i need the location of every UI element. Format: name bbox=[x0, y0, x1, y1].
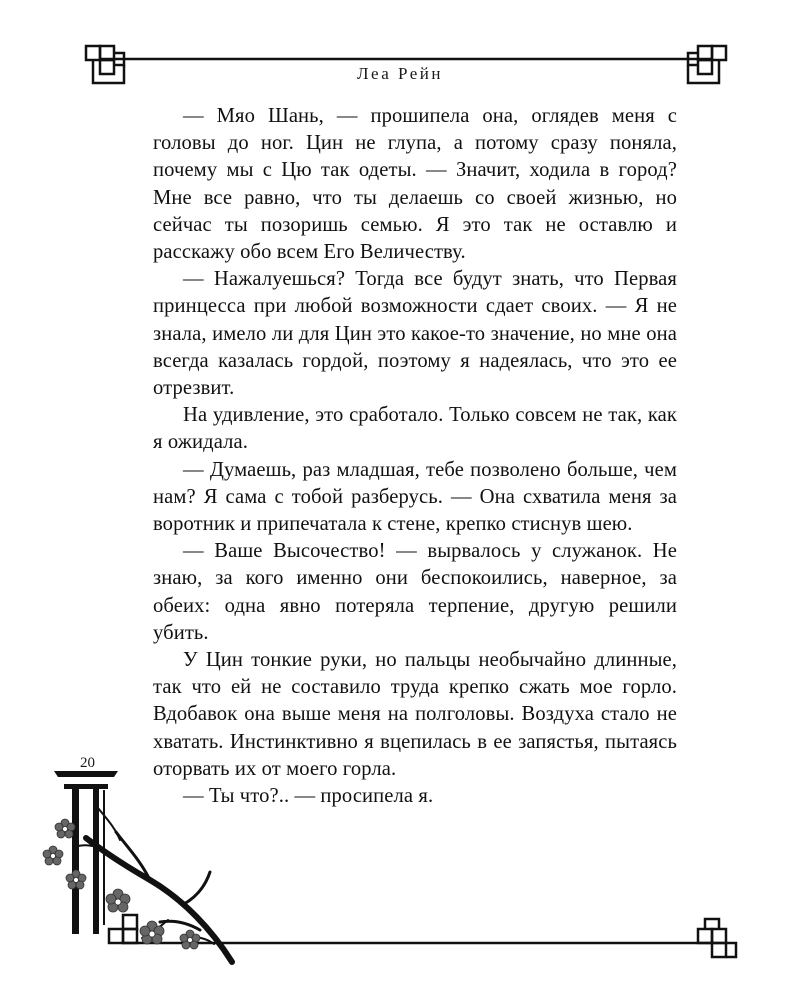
paragraph: — Думаешь, раз младшая, тебе позволено больше, чем нам? Я сама с тобой разберусь. — Она схватила меня за воротник и припечатала к стене, крепко стиснув шею. bbox=[153, 458, 677, 536]
corner-ornament-bottom-right-icon bbox=[698, 919, 736, 957]
blossom-flower-5-icon bbox=[140, 921, 164, 944]
blossom-flower-6-icon bbox=[180, 930, 200, 949]
paragraph: — Ваше Высочество! — вырвалось у служанок. Не знаю, за кого именно они беспокоились, наверное, за обеих: одна явно потеряла терпение, другую решили убить. bbox=[153, 540, 677, 644]
running-head: Леа Рейн bbox=[357, 64, 443, 83]
paragraph: На удивление, это сработало. Только совсем не так, как я ожидала. bbox=[153, 404, 677, 454]
paragraph: У Цин тонкие руки, но пальцы необычайно длинные, так что ей не составило труда крепко сжать мое горло. Вдобавок она выше меня на полголовы. Воздуха стало не хватать. Инстинктивно я вцепилась в ее запястья, пытаясь оторвать их от моего горла. bbox=[153, 649, 677, 780]
page-number: 20 bbox=[80, 755, 95, 771]
paragraph: — Мяо Шань, — прошипела она, оглядев меня с головы до ног. Цин не глупа, а потому сразу поняла, почему мы с Цю так одеты. — Значит, ходила в город? Мне все равно, что ты делаешь со своей жизнью, но сейчас ты позоришь семью. Я это так не оставлю и расскажу обо всем Его Величеству. bbox=[153, 105, 677, 264]
blossom-flower-4-icon bbox=[106, 889, 130, 912]
paragraph: — Ты что?.. — просипела я. bbox=[183, 785, 434, 808]
paragraph: — Нажалуешься? Тогда все будут знать, что Первая принцесса при любой возможности сдает своих. — Я не знала, имело ли для Цин это какое-то значение, но мне она всегда казалась гордой, поэтому я надеялась, что это ее отрезвит. bbox=[153, 268, 677, 400]
blossom-flower-2-icon bbox=[43, 846, 63, 865]
corner-ornament-bottom-left-icon bbox=[109, 915, 137, 943]
blossom-flower-3-icon bbox=[66, 870, 86, 889]
body-text bbox=[153, 103, 677, 810]
